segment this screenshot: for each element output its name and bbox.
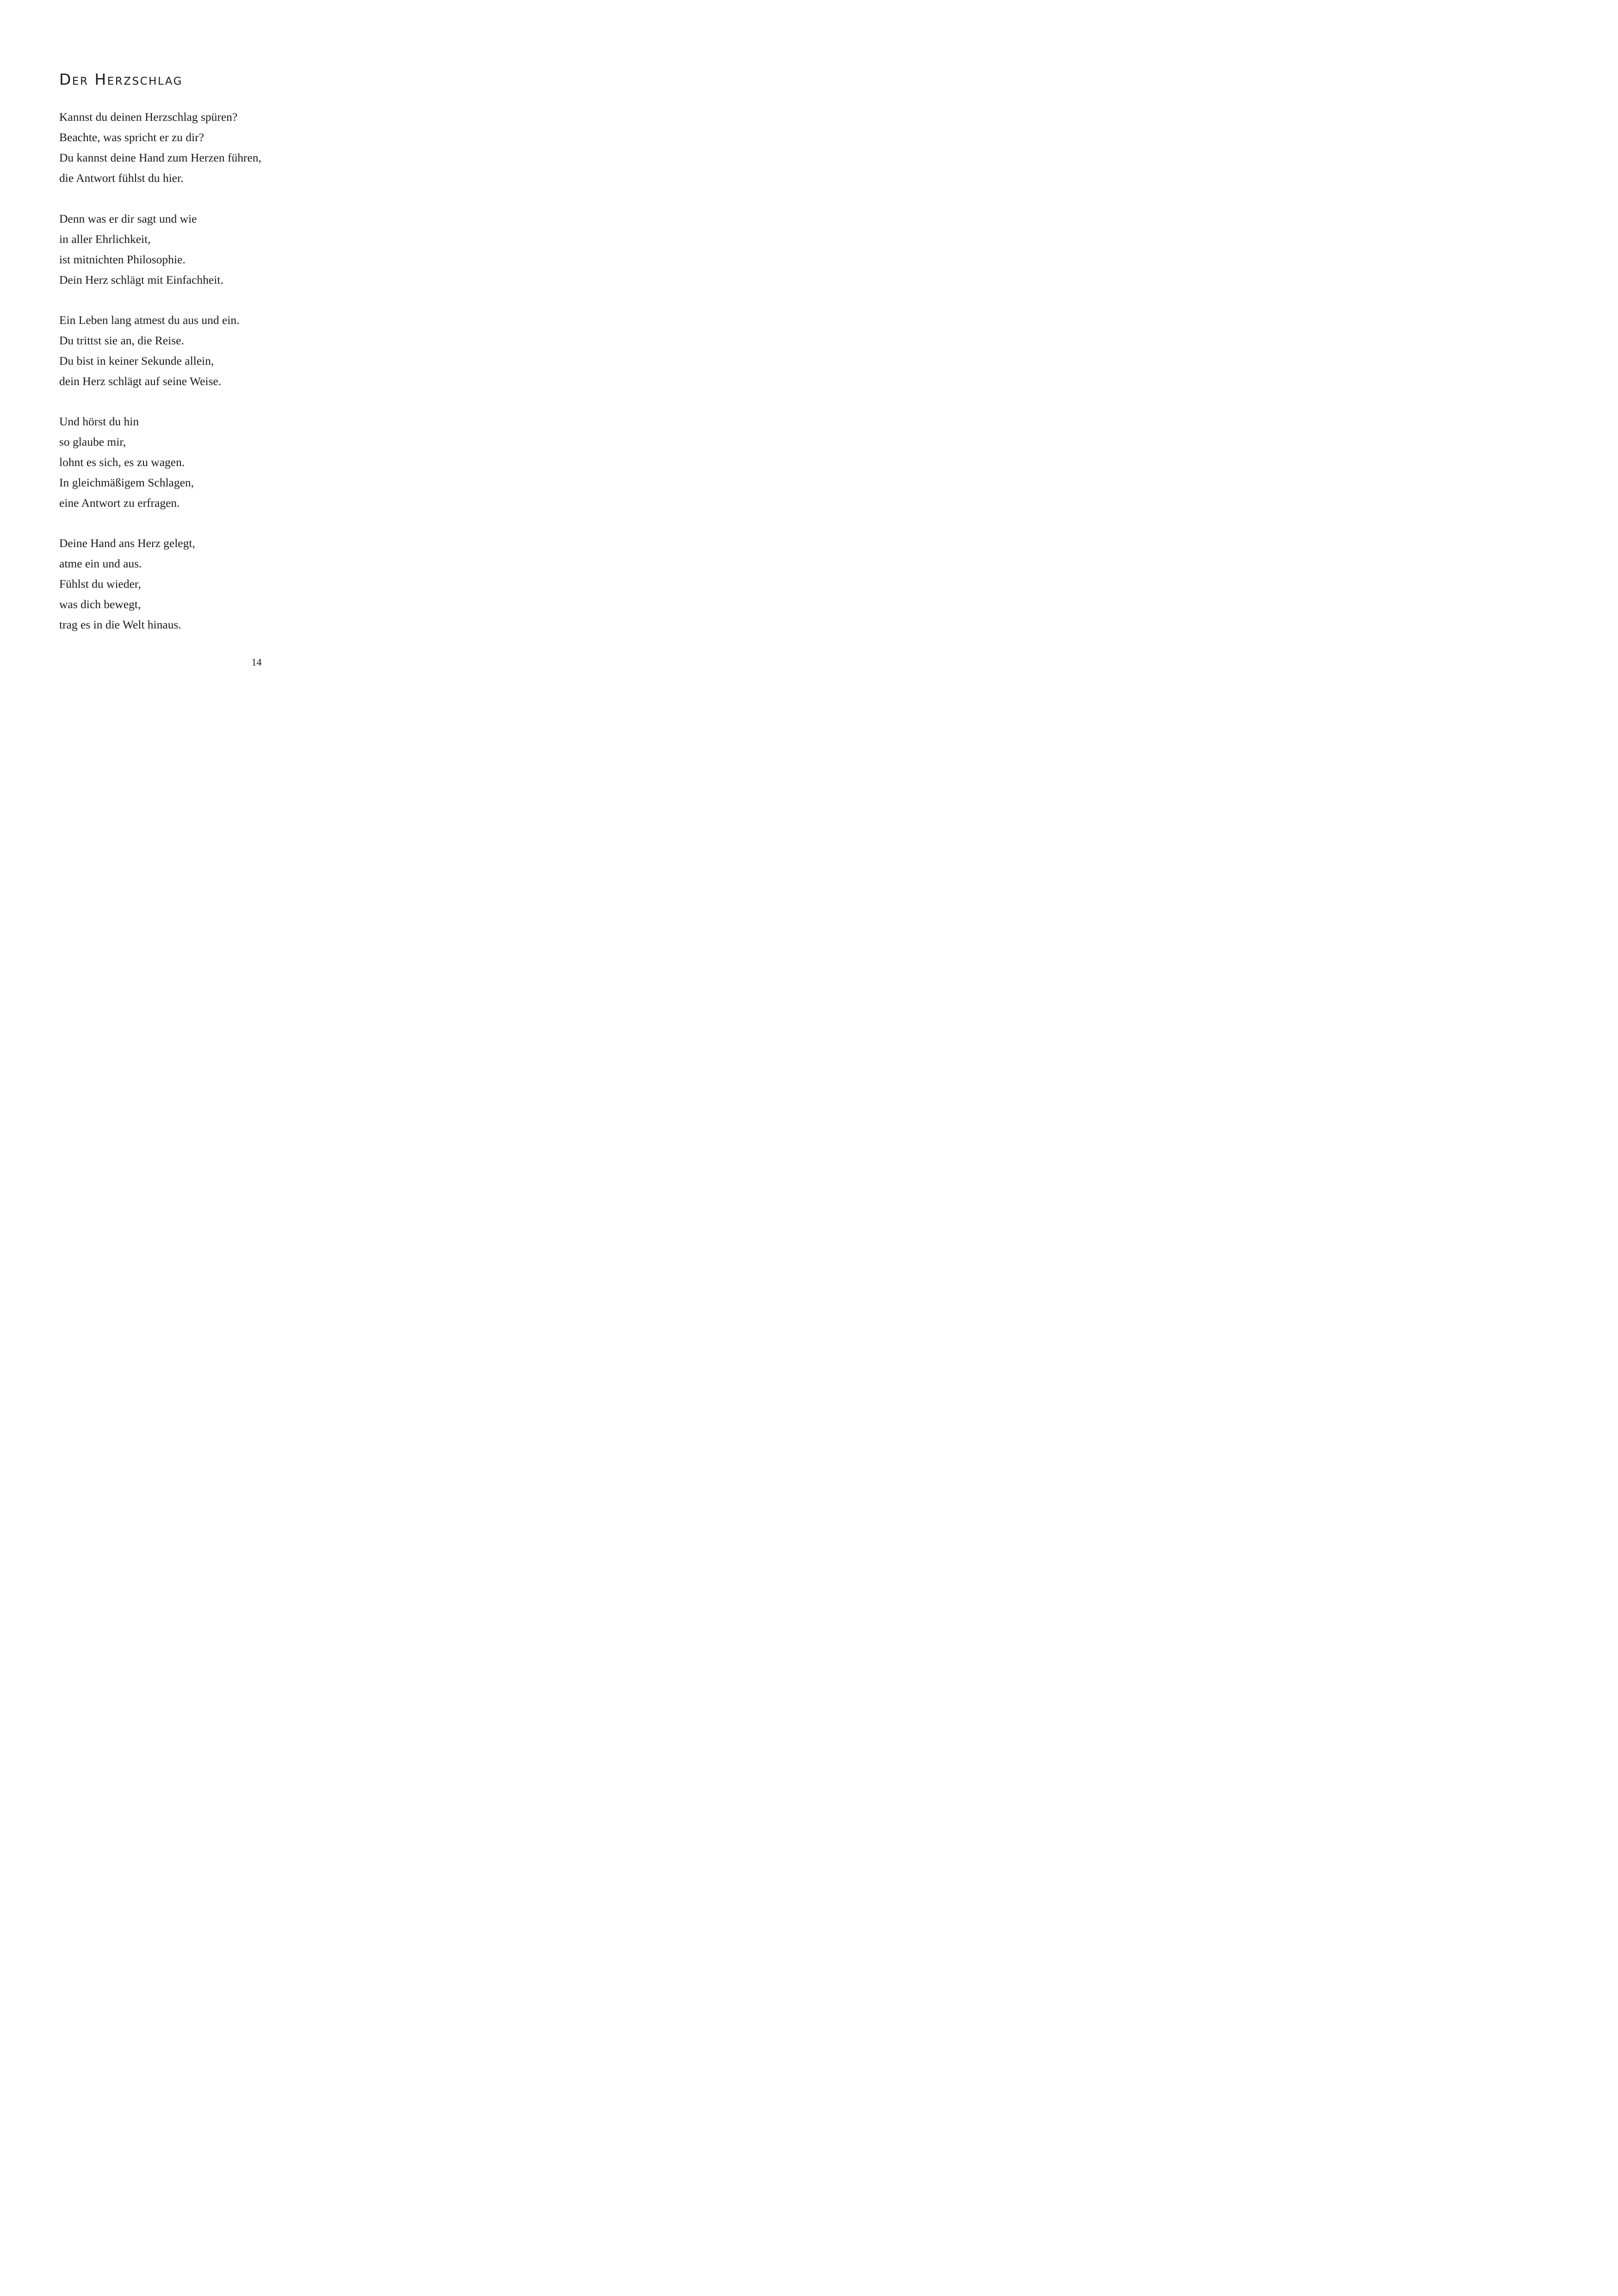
stanza-2	[59, 209, 223, 290]
poem-line: In gleichmäßigem Schlagen,	[59, 476, 194, 489]
poem-line: Ein Leben lang atmest du aus und ein.	[59, 313, 240, 327]
stanza-5	[59, 533, 195, 635]
poem-line: Fühlst du wieder,	[59, 577, 141, 591]
poem-line: was dich bewegt,	[59, 597, 141, 611]
poem-line: Beachte, was spricht er zu dir?	[59, 131, 204, 144]
poem-line: atme ein und aus.	[59, 557, 142, 570]
poem-line: Du bist in keiner Sekunde allein,	[59, 354, 214, 367]
poem-line: Kannst du deinen Herzschlag spüren?	[59, 110, 238, 124]
poem-line: die Antwort fühlst du hier.	[59, 171, 184, 185]
poem-line: eine Antwort zu erfragen.	[59, 496, 180, 510]
poem-line: Du trittst sie an, die Reise.	[59, 334, 184, 347]
stanza-3	[59, 310, 240, 392]
poem-line: so glaube mir,	[59, 435, 126, 448]
stanza-1	[59, 107, 261, 188]
poem-line: Dein Herz schlägt mit Einfachheit.	[59, 273, 223, 286]
page-number: 14	[251, 656, 262, 668]
poem-line: in aller Ehrlichkeit,	[59, 232, 151, 246]
poem-page	[0, 0, 513, 728]
poem-line: ist mitnichten Philosophie.	[59, 253, 186, 266]
poem-line: Denn was er dir sagt und wie	[59, 212, 197, 225]
poem-line: trag es in die Welt hinaus.	[59, 618, 181, 631]
poem-line: Deine Hand ans Herz gelegt,	[59, 536, 195, 550]
poem-line: Du kannst deine Hand zum Herzen führen,	[59, 151, 261, 164]
poem-line: lohnt es sich, es zu wagen.	[59, 455, 185, 469]
poem-line: dein Herz schlägt auf seine Weise.	[59, 374, 222, 388]
poem-line: Und hörst du hin	[59, 415, 139, 428]
poem-title: Der Herzschlag	[59, 70, 183, 88]
stanza-4	[59, 411, 194, 513]
